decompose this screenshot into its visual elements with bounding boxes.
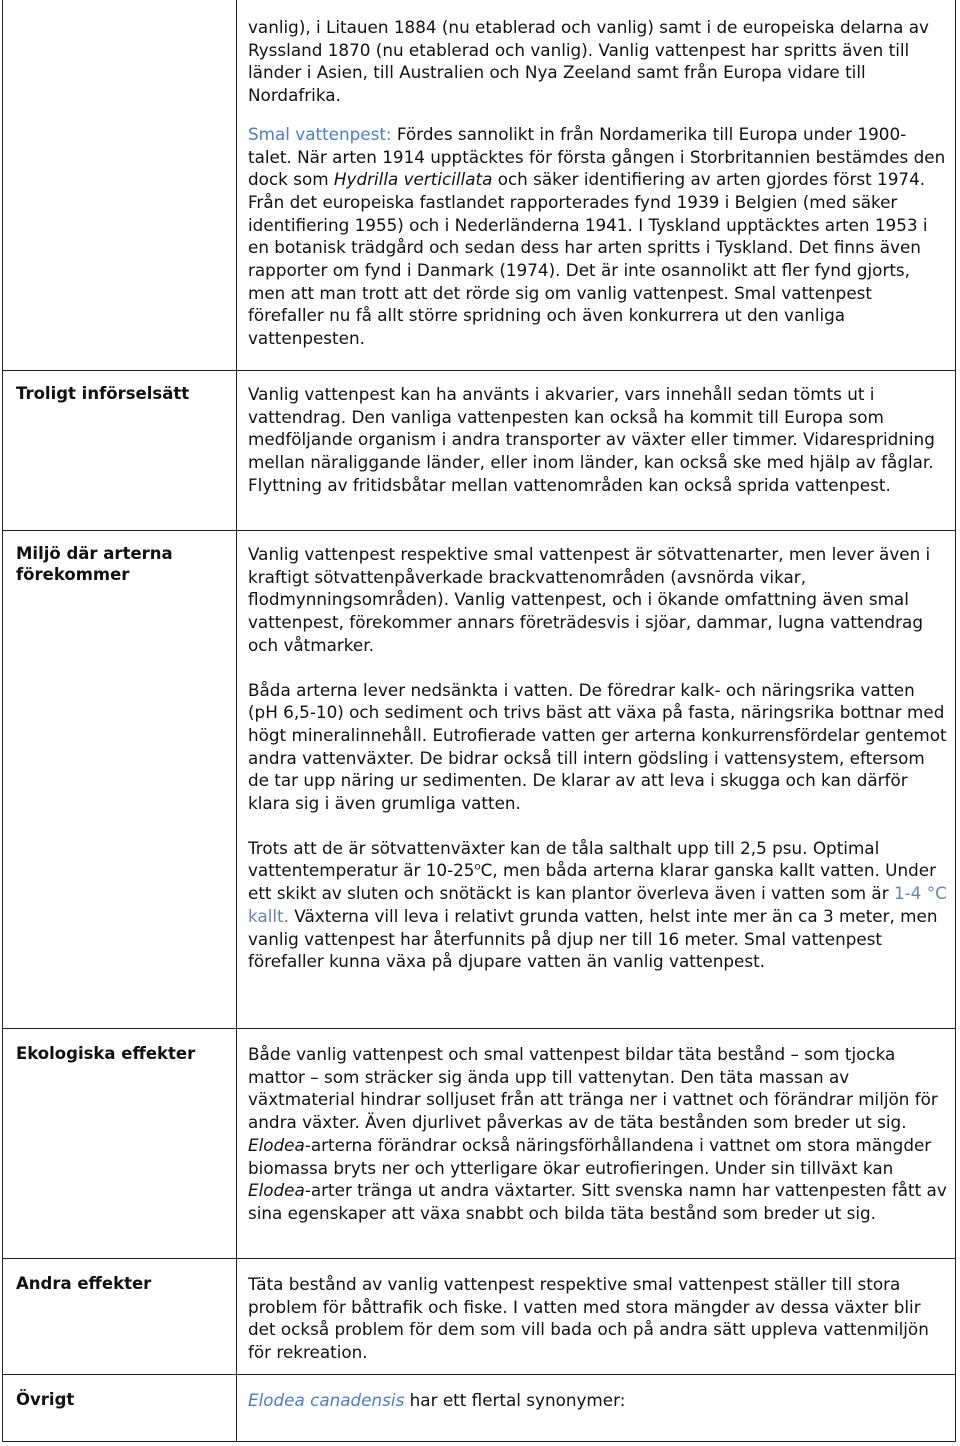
row-introduction	[2, 370, 956, 530]
environment-paragraph-2: Båda arterna lever nedsänkta i vatten. De föredrar kalk- och näringsrika vatten (pH 6,5-10) och sediment och trivs bäst att växa på fasta, näringsrika bottnar med högt mineralinnehåll. Eutrofierade vatten ger arterna konkurrensfördelar gentemot andra vattenväxter. De bidrar också till intern gödsling i vattensystem, eftersom de tar upp näring ur sedimenten. De klarar av att leva i skugga och kan därför klara sig i även grumliga vatten.	[248, 679, 947, 814]
environment-paragraph-3	[248, 837, 948, 973]
other-effects-paragraph: Täta bestånd av vanlig vattenpest respektive smal vattenpest ställer till stora problem för båttrafik och fiske. I vatten med stora mängder av dessa växter blir det också problem för dem som vill bada och på andra sätt uppleva vattenmiljön för rekreation.	[248, 1274, 929, 1363]
distribution-paragraph-1: vanlig), i Litauen 1884 (nu etablerad och vanlig) samt i de europeiska delarna av Ryssland 1870 (nu etablerad och vanlig). Vanlig vattenpest har spritts även till länder i Asien, till Australien och Nya Zeeland samt från Europa vidare till Nordafrika.	[248, 17, 929, 106]
row-label-other-effects: Andra effekter	[16, 1274, 152, 1293]
distribution-text-a: Fördes sannolikt in från Nordamerika till Europa under 1900-talet. När arten 1914 upptäcktes för första gången i Storbritannien bestämdes den dock som	[248, 123, 946, 190]
ecological-text-c: -arter tränga ut andra växtarter. Sitt svenska namn har vattenpesten fått av sina egenskaper att växa snabbt och bilda täta bestånd som breder ut sig.	[248, 1180, 947, 1223]
distribution-paragraph-2	[248, 123, 948, 350]
row-content-environment	[248, 543, 948, 973]
row-label-environment: Miljö där arterna förekommer	[16, 544, 173, 584]
species-name-italic: Hydrilla verticillata	[333, 169, 493, 190]
genus-name-italic-1: Elodea	[248, 1134, 305, 1155]
species-heading-smal-vattenpest: Smal vattenpest:	[248, 123, 392, 144]
row-label-introduction: Troligt införselsätt	[16, 384, 190, 403]
row-environment	[2, 530, 956, 1028]
ecological-text-b: -arterna förändrar också näringsförhållandena i vattnet om stora mängder biomassa bryts ner och ytterligare ökar eutrofieringen. Under sin tillväxt kan	[248, 1134, 932, 1178]
row-content-ecological-effects	[248, 1043, 948, 1225]
environment-text-c: Växterna vill leva i relativt grunda vatten, helst inte mer än ca 3 meter, men vanlig vattenpest har återfunnits på djup ner till 16 meter. Smal vattenpest förefaller kunna växa på djupare vatten än vanlig vattenpest.	[248, 905, 938, 972]
ecological-text-a: Både vanlig vattenpest och smal vattenpest bildar täta bestånd – som tjocka mattor – som sträcker sig ända upp till vattenytan. Den täta massan av växtmaterial hindrar solljuset från att tränga ner i vattnet och förändrar miljön för andra växter. Även djurlivet påverkas av de täta bestånden som breder ut sig.	[248, 1044, 938, 1133]
row-content-introduction	[248, 383, 948, 497]
environment-text-a: Trots att de är sötvattenväxter kan de tåla salthalt upp till 2,5 psu. Optimal vattentemperatur är 10-25	[248, 837, 880, 881]
row-ecological-effects	[2, 1028, 956, 1258]
temperature-range-text: 1-4 °C kallt.	[248, 883, 947, 926]
elodea-canadensis-link[interactable]: Elodea canadensis	[248, 1390, 405, 1410]
row-label-misc: Övrigt	[16, 1390, 75, 1409]
row-other-effects	[2, 1258, 956, 1374]
ecological-paragraph	[248, 1043, 948, 1225]
row-content-distribution	[248, 16, 948, 350]
row-misc	[2, 1374, 956, 1442]
distribution-text-b: och säker identifiering av arten gjordes först 1974. Från det europeiska fastlandet rapporterades fynd 1939 i Belgien (med säker identifiering 1955) och i Nederländerna 1941. I Tyskland upptäcktes arten 1953 i en botanisk trädgård och sedan dess har arten spritts i Tyskland. Det finns även rapporter om fynd i Danmark (1974). Det är inte osannolikt att fler fynd gjorts, men att man trott att det rörde sig om vanlig vattenpest. Smal vattenpest förefaller nu få allt större spridning och även konkurrera ut den vanliga vattenpesten.	[248, 169, 928, 349]
misc-text: har ett flertal synonymer:	[404, 1390, 626, 1410]
environment-paragraph-1: Vanlig vattenpest respektive smal vattenpest är sötvattenarter, men lever även i kraftigt sötvattenpåverkade brackvattenområden (avsnörda vikar, flodmynningsområden). Vanlig vattenpest, och i ökande omfattning även smal vattenpest, förekommer annars företrädesvis i sjöar, dammar, lugna vattendrag och våtmarker.	[248, 544, 931, 655]
row-distribution	[2, 0, 956, 370]
misc-paragraph	[248, 1389, 948, 1412]
row-label-ecological-effects: Ekologiska effekter	[16, 1044, 196, 1063]
row-content-misc	[248, 1389, 948, 1412]
genus-name-italic-2: Elodea	[248, 1180, 305, 1201]
introduction-paragraph: Vanlig vattenpest kan ha använts i akvarier, vars innehåll sedan tömts ut i vattendrag. Den vanliga vattenpesten kan också ha kommit till Europa som medföljande organism i andra transporter av växter eller timmer. Vidarespridning mellan näraliggande länder, eller inom länder, kan också ske med hjälp av fåglar. Flyttning av fritidsbåtar mellan vattenområden kan också sprida vattenpest.	[248, 384, 935, 495]
environment-text-b: C, men båda arterna klarar ganska kallt vatten. Under ett skikt av sluten och snötäckt is kan plantor överleva även i vatten som är	[248, 860, 936, 904]
degree-superscript: o	[474, 861, 481, 873]
row-content-other-effects	[248, 1273, 948, 1364]
